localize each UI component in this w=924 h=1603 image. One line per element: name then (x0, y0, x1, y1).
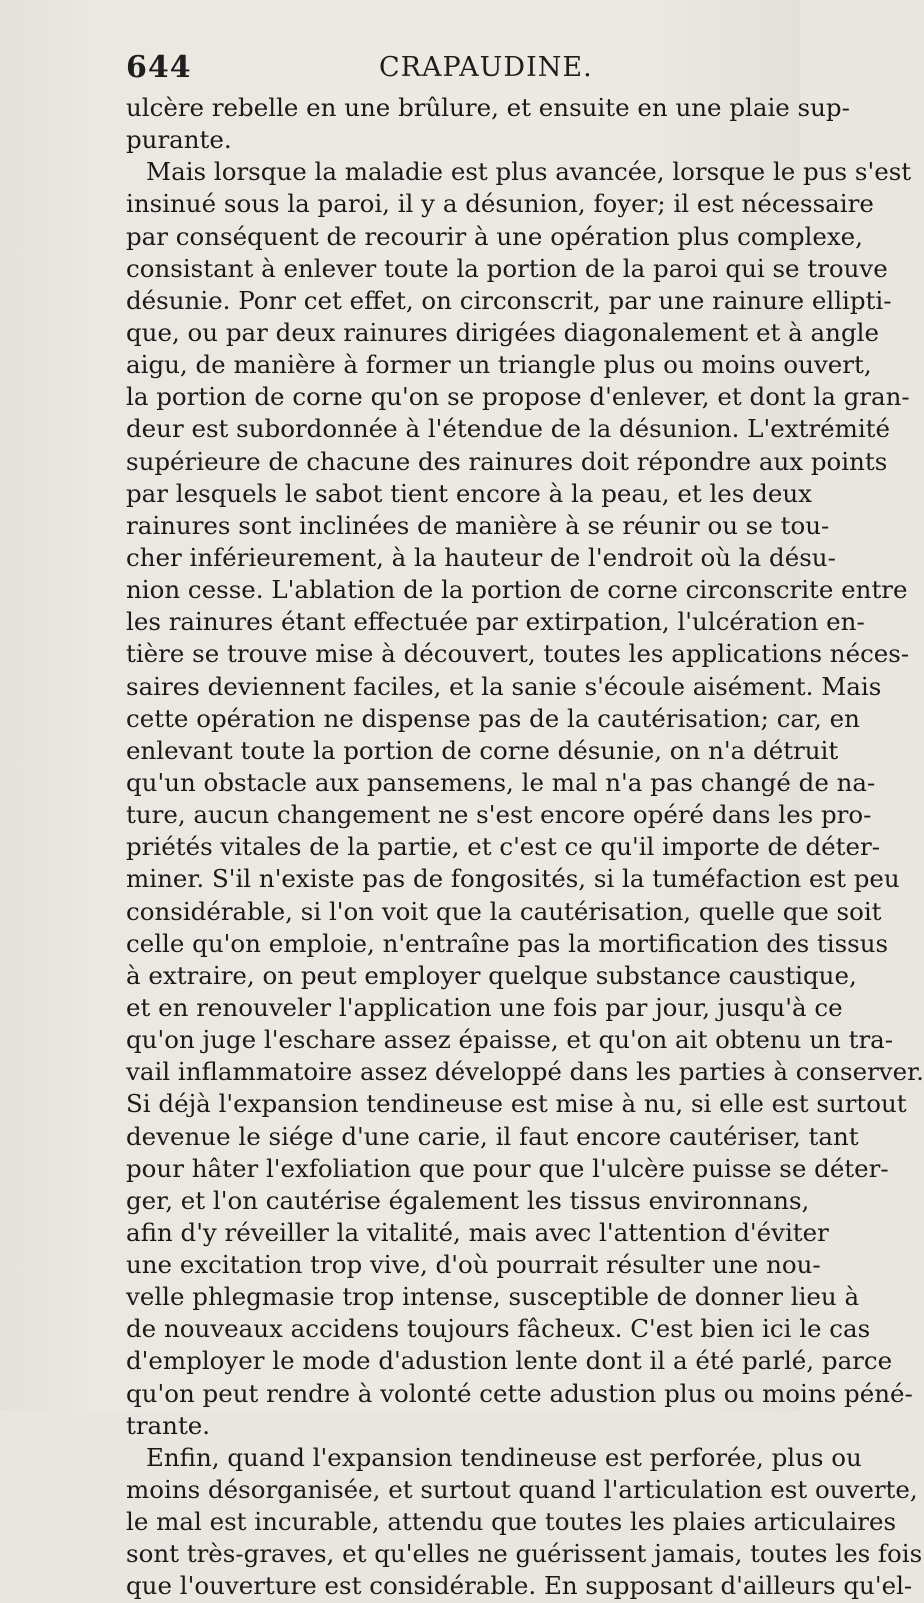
text-line: purante. (126, 125, 232, 155)
text-line: velle phlegmasie trop intense, susceptible de donner lieu à (126, 1282, 860, 1312)
text-line: Mais lorsque la maladie est plus avancée, lorsque le pus s'est (146, 157, 912, 187)
text-line: par conséquent de recourir à une opération plus complexe, (126, 221, 863, 251)
text-line: une excitation trop vive, d'où pourrait résulter une nou- (126, 1250, 821, 1280)
page-number: 644 (126, 50, 192, 85)
text-line: aigu, de manière à former un triangle plus ou moins ouvert, (126, 350, 872, 380)
text-line: saires deviennent faciles, et la sanie s'écoule aisément. Mais (126, 671, 882, 701)
running-title: CRAPAUDINE. (379, 52, 593, 83)
text-line: désunie. Ponr cet effet, on circonscrit, par une rainure ellipti- (126, 285, 892, 315)
text-line: qu'un obstacle aux pansemens, le mal n'a pas changé de na- (126, 767, 876, 797)
text-line: considérable, si l'on voit que la cautérisation, quelle que soit (126, 896, 882, 926)
text-line: afin d'y réveiller la vitalité, mais avec l'attention d'éviter (126, 1217, 829, 1247)
text-line: ulcère rebelle en une brûlure, et ensuite en une plaie sup- (126, 93, 850, 122)
text-line: pour hâter l'exfoliation que pour que l'ulcère puisse se déter- (126, 1153, 889, 1183)
text-line: Enfin, quand l'expansion tendineuse est perforée, plus ou (146, 1442, 862, 1472)
body-text (126, 92, 924, 1603)
text-line: qu'on juge l'eschare assez épaisse, et qu'on ait obtenu un tra- (126, 1025, 894, 1055)
text-line: sont très-graves, et qu'elles ne guérissent jamais, toutes les fois (126, 1539, 923, 1569)
text-line: nion cesse. L'ablation de la portion de corne circonscrite entre (126, 575, 908, 605)
text-line: cher inférieurement, à la hauteur de l'endroit où la désu- (126, 542, 836, 572)
text-line: ture, aucun changement ne s'est encore opéré dans les pro- (126, 800, 872, 830)
text-line: par lesquels le sabot tient encore à la peau, et les deux (126, 478, 812, 508)
text-line: moins désorganisée, et surtout quand l'articulation est ouverte, (126, 1475, 918, 1505)
text-line: cette opération ne dispense pas de la cautérisation; car, en (126, 703, 860, 733)
text-line: tière se trouve mise à découvert, toutes les applications néces- (126, 639, 910, 669)
page-header (126, 50, 786, 90)
text-line: les rainures étant effectuée par extirpation, l'ulcération en- (126, 607, 865, 637)
text-line: rainures sont inclinées de manière à se réunir ou se tou- (126, 510, 830, 540)
text-line: insinué sous la paroi, il y a désunion, foyer; il est nécessaire (126, 189, 874, 219)
text-line: que l'ouverture est considérable. En supposant d'ailleurs qu'el- (126, 1571, 913, 1601)
text-line: Si déjà l'expansion tendineuse est mise à nu, si elle est surtout (126, 1089, 907, 1119)
text-line: d'employer le mode d'adustion lente dont il a été parlé, parce (126, 1346, 893, 1376)
text-line: miner. S'il n'existe pas de fongosités, si la tuméfaction est peu (126, 864, 900, 894)
text-line: que, ou par deux rainures dirigées diagonalement et à angle (126, 317, 879, 347)
text-line: priétés vitales de la partie, et c'est ce qu'il importe de déter- (126, 832, 881, 862)
text-line: deur est subordonnée à l'étendue de la désunion. L'extrémité (126, 414, 891, 444)
text-line: consistant à enlever toute la portion de la paroi qui se trouve (126, 253, 888, 283)
text-line: trante. (126, 1410, 211, 1440)
text-line: qu'on peut rendre à volonté cette adustion plus ou moins péné- (126, 1378, 913, 1408)
text-line: et en renouveler l'application une fois par jour, jusqu'à ce (126, 992, 843, 1022)
text-line: vail inflammatoire assez développé dans les parties à conserver. (126, 1057, 924, 1087)
text-line: le mal est incurable, attendu que toutes les plaies articulaires (126, 1507, 897, 1537)
text-line: enlevant toute la portion de corne désunie, on n'a détruit (126, 735, 839, 765)
text-line: à extraire, on peut employer quelque substance caustique, (126, 960, 857, 990)
text-line: la portion de corne qu'on se propose d'enlever, et dont la gran- (126, 382, 910, 412)
text-line: de nouveaux accidens toujours fâcheux. C'est bien ici le cas (126, 1314, 871, 1344)
text-line: ger, et l'on cautérise également les tissus environnans, (126, 1185, 810, 1215)
text-line: supérieure de chacune des rainures doit répondre aux points (126, 446, 888, 476)
text-line: celle qu'on emploie, n'entraîne pas la mortification des tissus (126, 928, 889, 958)
text-line: devenue le siége d'une carie, il faut encore cautériser, tant (126, 1121, 859, 1151)
